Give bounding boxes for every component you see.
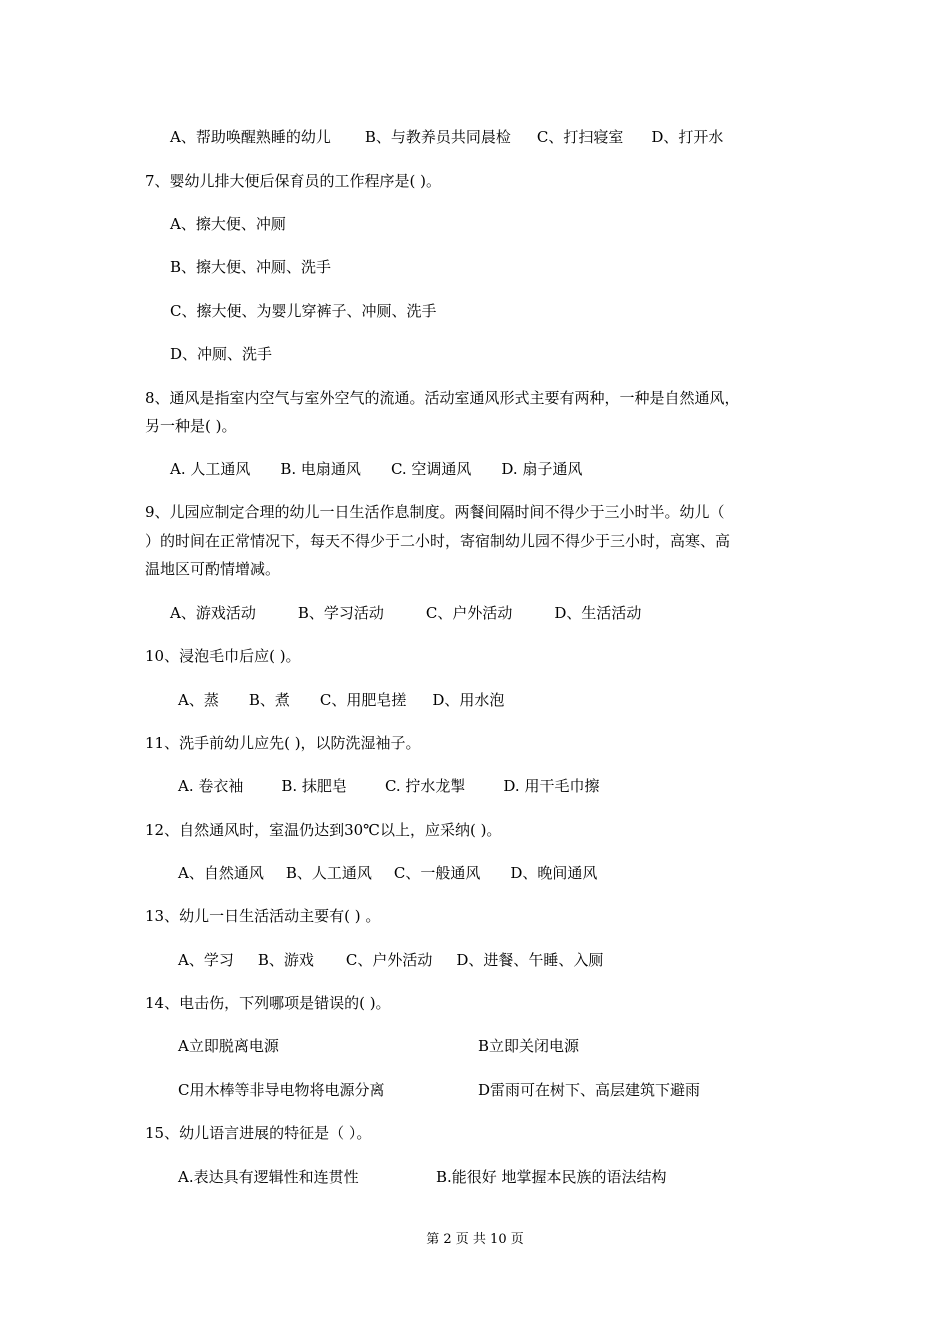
q8-option-b: B. 电扇通风 bbox=[280, 460, 361, 478]
q8-options bbox=[170, 459, 582, 479]
q15-option-b: B.能很好 地掌握本民族的语法结构 bbox=[436, 1168, 667, 1186]
q6-options bbox=[170, 127, 723, 147]
q11-option-d: D. 用干毛巾擦 bbox=[503, 777, 600, 795]
q10-option-d: D、用水泡 bbox=[432, 691, 505, 709]
q12-option-a: A、自然通风 bbox=[178, 864, 264, 882]
q11-options bbox=[178, 776, 599, 796]
q9-options bbox=[170, 603, 641, 623]
q10-option-a: A、蒸 bbox=[178, 691, 219, 709]
q7-option-a: A、擦大便、冲厕 bbox=[170, 215, 286, 233]
q6-option-c: C、打扫寝室 bbox=[536, 128, 624, 146]
page-footer: 第 2 页 共 10 页 bbox=[426, 1232, 524, 1247]
q12-option-d: D、晚间通风 bbox=[510, 864, 598, 882]
q9-stem-line3: 温地区可酌情增减。 bbox=[145, 560, 281, 578]
q6-option-a: A、帮助唤醒熟睡的幼儿 bbox=[170, 128, 331, 146]
q12-option-b: B、人工通风 bbox=[285, 864, 372, 882]
q8-stem-line1: 8、通风是指室内空气与室外空气的流通。活动室通风形式主要有两种，一种是自然通风， bbox=[145, 389, 740, 407]
q9-stem-line2: ）的时间在正常情况下，每天不得少于二小时，寄宿制幼儿园不得少于三小时，高寒、高 bbox=[145, 532, 731, 550]
q13-stem: 13、幼儿一日生活活动主要有( ) 。 bbox=[145, 907, 381, 925]
q14-option-b: B立即关闭电源 bbox=[478, 1037, 580, 1055]
q8-option-c: C. 空调通风 bbox=[390, 460, 472, 478]
q14-stem: 14、电击伤，下列哪项是错误的( )。 bbox=[145, 994, 391, 1012]
q6-option-b: B、与教养员共同晨检 bbox=[364, 128, 511, 146]
q14-option-a: A立即脱离电源 bbox=[178, 1037, 279, 1055]
q9-option-d: D、生活活动 bbox=[554, 604, 642, 622]
q15-stem: 15、幼儿语言进展的特征是（ ）。 bbox=[145, 1124, 372, 1142]
q13-option-c: C、户外活动 bbox=[345, 951, 433, 969]
q13-option-a: A、学习 bbox=[178, 951, 234, 969]
q12-stem: 12、自然通风时，室温仍达到30℃以上，应采纳( )。 bbox=[145, 821, 502, 839]
q11-option-a: A. 卷衣袖 bbox=[178, 777, 244, 795]
q6-option-d: D、打开水 bbox=[651, 128, 724, 146]
q7-option-c: C、擦大便、为婴儿穿裤子、冲厕、洗手 bbox=[170, 302, 437, 320]
q13-option-b: B、游戏 bbox=[257, 951, 314, 969]
q9-option-c: C、户外活动 bbox=[425, 604, 513, 622]
q11-option-b: B. 抹肥皂 bbox=[281, 777, 347, 795]
q7-option-b: B、擦大便、冲厕、洗手 bbox=[170, 258, 332, 276]
q11-option-c: C. 拧水龙掣 bbox=[384, 777, 466, 795]
q13-options bbox=[178, 950, 603, 970]
q10-option-b: B、煮 bbox=[248, 691, 290, 709]
q10-option-c: C、用肥皂搓 bbox=[319, 691, 407, 709]
q14-option-d: D雷雨可在树下、高层建筑下避雨 bbox=[478, 1081, 701, 1099]
q14-option-c: C用木棒等非导电物将电源分离 bbox=[178, 1081, 385, 1099]
q13-option-d: D、进餐、午睡、入厕 bbox=[456, 951, 604, 969]
q8-stem-line2: 另一种是( )。 bbox=[145, 417, 237, 435]
q10-options bbox=[178, 690, 504, 710]
q12-option-c: C、一般通风 bbox=[393, 864, 481, 882]
q7-stem: 7、婴幼儿排大便后保育员的工作程序是( )。 bbox=[145, 172, 442, 190]
q9-option-a: A、游戏活动 bbox=[170, 604, 256, 622]
q12-options bbox=[178, 863, 597, 883]
q7-option-d: D、冲厕、洗手 bbox=[170, 345, 273, 363]
q10-stem: 10、浸泡毛巾后应( )。 bbox=[145, 647, 301, 665]
q11-stem: 11、洗手前幼儿应先( )，以防洗湿袖子。 bbox=[145, 734, 421, 752]
q15-option-a: A.表达具有逻辑性和连贯性 bbox=[178, 1168, 359, 1186]
q9-stem-line1: 9、儿园应制定合理的幼儿一日生活作息制度。两餐间隔时间不得少于三小时半。幼儿（ bbox=[145, 503, 725, 521]
q8-option-d: D. 扇子通风 bbox=[501, 460, 583, 478]
q8-option-a: A. 人工通风 bbox=[170, 460, 251, 478]
q9-option-b: B、学习活动 bbox=[297, 604, 384, 622]
